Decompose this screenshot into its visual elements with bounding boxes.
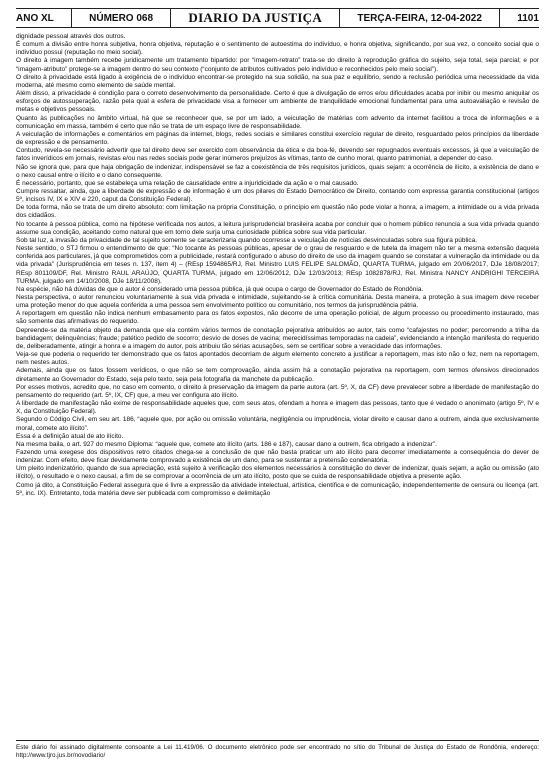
body-paragraph: De toda forma, não se trata de um direito absoluto: com limitação na própria Constituição, o princípio em questão não pode violar a honra, a imagem, a intimidade ou a vida privada dos cidadãos. [16, 204, 539, 220]
body-paragraph: No tocante à pessoa pública, como na hipótese verificada nos autos, a leitura jurisprudencial brasileira acaba por concluir que o homem público renuncia a sua vida privada quando assume sua condição, aceitando como natural que em torno dele surja uma curiosidade pública sobre sua vida particular. [16, 220, 539, 236]
header-divider [499, 9, 500, 27]
body-paragraph: Nesta perspectiva, o autor renunciou voluntariamente à sua vida privada e intimidade, sujeitando-se à crítica comunitária. Desta maneira, a proteção à sua imagem deve receber uma proteção menor do que aquela conferida a uma pessoa sem envolvimento político ou comunitário, nos termos da jurisprudência pátria. [16, 294, 539, 310]
body-paragraph: Segundo o Código Civil, em seu art. 186, “aquele que, por ação ou omissão voluntária, negligência ou imprudência, violar direito e causar dano a outrem, ainda que exclusivamente moral, comete ato ilícito”. [16, 416, 539, 432]
body-paragraph: Depreende-se da matéria objeto da demanda que ela contém vários termos de conotação pejorativa atribuídos ao autor, tais como “cafajestes no poder; percorrendo a trilha da bandidagem; delinquências; fraude; patético pedido de socorro; desvio de doses de vacina; merecidíssimas temporadas na cadeia”, evidenciando a intenção manifesta do requerido de, deliberadamente, atingir a honra e a imagem do autor, pois atribuiu tão sérias acusações, sem se certificar sobre a veracidade das informações. [16, 326, 539, 350]
issue-number: NÚMERO 068 [89, 12, 154, 24]
body-paragraph: É necessário, portanto, que se estabeleça uma relação de causalidade entre a injuridicidade da ação e o mal causado. [16, 179, 359, 187]
body-paragraph: Contudo, revela-se necessário advertir que tal direito deve ser exercido com observância da ética e da boa-fé, devendo ser repugnados eventuais excessos, já que a veiculação de fatos inverídicos em jornais, revistas e/ou nas redes sociais pode gerar inúmeros prejuízos às vítimas, tanto de cunho moral, quanto patrimonial, a depender do caso. [16, 147, 539, 163]
body-paragraph: A veiculação de informações e comentários em páginas da internet, blogs, redes sociais e similares constitui exercício regular de direito, resguardado pelos princípios da liberdade de expressão e de pensamento. [16, 130, 539, 147]
body-paragraph: Cumpre ressaltar, ainda, que a liberdade de expressão e de informação é um dos pilares do Estado Democrático de Direito, contando com expressa garantia constitucional (artigos 5º, incisos IV, IX e XIV e 220, caput da Constituição Federal). [16, 187, 539, 204]
body-paragraph: Não se ignora que, para que haja obrigação de indenizar, indispensável se faz a coexistência de três requisitos jurídicos, quais sejam: a ocorrência de ilícito, a existência de dano e o nexo causal entre o ilícito e o dano consequente. [16, 163, 539, 179]
body-paragraph: Veja-se que poderia o requerido ter demonstrado que os fatos apontados decorriam de algum elemento concreto a justificar a reportagem, mas isto não o fez, nem na reportagem, nem nestes autos. [16, 351, 539, 367]
body-paragraph: Essa é a definição atual de ato ilícito. [16, 432, 124, 440]
page-footer: Este diário foi assinado digitalmente consoante a Lei 11.419/06. O documento eletrônico pode ser encontrado no sítio do Tribunal de Justiça do Estado de Rondônia, endereço: http://www.tjro.jus.br/novodiario/ [16, 740, 539, 760]
header-divider [339, 9, 340, 27]
body-paragraph: dignidade pessoal através dos outros. [16, 33, 126, 40]
body-paragraph: Um pleito indenizatório, quando de sua apreciação, está sujeito à verificação dos elementos necessários à constituição do dever de indenizar, quais sejam, a ação ou omissão (ato ilícito), o resultado e o nexo causal, a fim de se comprovar a ocorrência de um ato ilícito, posto que se cuida de responsabilidade objetiva a presente ação. [16, 465, 539, 481]
body-paragraph: A reportagem em questão não indica nenhum embasamento para os fatos expostos, não decorre de uma operação policial, de algum processo ou procedimento instaurado, mas são somente das afirmativas do requerido. [16, 310, 539, 326]
issue-date: TERÇA-FEIRA, 12-04-2022 [357, 12, 482, 24]
body-paragraph: Neste sentido, o STJ firmou o entendimento de que: “No tocante às pessoas públicas, apesar de o grau de resguardo e de tutela da imagem não ter a mesma extensão daquela conferida aos particulares, já que comprometidos com a publicidade, restará configurado o abuso do direito de uso da imagem quando se constatar a vulneração da intimidade ou da vida privada” (Jurisprudência em teses n. 137, item 4) – (REsp 1594865/RJ, Rel. Ministro LUIS FELIPE SALOMÃO, QUARTA TURMA, julgado em 20/06/2017, DJe 18/08/2017; REsp 801109/DF, Rel. Ministro RAUL ARAÚJO, QUARTA TURMA, julgado em 12/06/2012, DJe 12/03/2013; REsp 1082878/RJ, Rel. Ministra NANCY ANDRIGHI TERCEIRA TURMA, julgado em 14/10/2008, DJe 18/11/2008). [16, 245, 539, 285]
body-paragraph: Além disso, a privacidade é condição para o correto desenvolvimento da personalidade. Certo é que a divulgação de erros e/ou dificuldades acaba por inibir ou mesmo aniquilar os esforços de autossuperação, razão pela qual a esfera de privacidade visa a fornecer um ambiente de tranquilidade emocional fundamental para uma autoavaliação e revisão de metas e objetivos pessoais. [16, 90, 539, 114]
journal-title: DIARIO DA JUSTIÇA [188, 10, 323, 25]
body-paragraph: A liberdade de manifestação não exime de responsabilidade aqueles que, com seus atos, ofendam a honra e imagem das pessoas, tanto que é vedado o anonimato (artigo 5º, IV e X, da Constituição Federal). [16, 400, 539, 416]
body-paragraph: O direito à imagem também recebe juridicamente um tratamento bipartido: por “imagem-retrato” trata-se do direito à reprodução gráfica do sujeito, seja total, seja parcial; e por “imagem-atributo” protege-se a imagem dentro do seu contexto (“conjunto de atributos cultivados pelo indivíduo e reconhecidos pelo meio social”). [16, 57, 539, 73]
body-paragraph: Sob tal luz, a invasão da privacidade de tal sujeito somente se caracterizaria quando ocorresse a veiculação de notícias desvinculadas sobre sua figura pública. [16, 236, 478, 244]
body-paragraph: O direito à privacidade está ligado à exigência de o indivíduo encontrar-se protegido na sua solidão, na sua paz e equilíbrio, sendo a reclusão periódica uma necessidade da vida moderna, até mesmo como elemento de saúde mental. [16, 73, 539, 89]
body-paragraph: Fazendo uma exegese dos dispositivos retro citados chega-se a conclusão de que não basta praticar um ato ilícito para decorrer imediatamente a consequência do dever de indenizar. Com efeito, deve ficar devidamente comprovado a existência de um dano, para se sustentar a pretensão condenatória. [16, 448, 539, 465]
header-divider [71, 9, 72, 27]
body-paragraph: Na espécie, não há dúvidas de que o autor é considerado uma pessoa pública, já que ocupa o cargo de Governador do Estado de Rondônia. [16, 285, 424, 293]
year-label: ANO XL [16, 12, 54, 24]
document-body [16, 33, 539, 739]
page-header [16, 8, 539, 28]
body-paragraph: Na mesma baila, o art. 927 do mesmo Diploma: “aquele que, comete ato ilícito (arts. 186 e 187), causar dano a outrem, fica obrigado a indenizar”. [16, 440, 437, 448]
body-paragraph: Como já dito, a Constituição Federal assegura que é livre a expressão da atividade intelectual, artística, científica e de comunicação, independentemente de censura ou licença (art. 5º, inc. IX). Entretanto, toda matéria deve ser publicada com compromisso e delimitação [16, 481, 539, 497]
body-paragraph: Ademais, ainda que os fatos fossem verídicos, o que não se tem comprovação, ainda assim há a conotação pejorativa na reportagem, com termos ofensivos direcionados diretamente ao Governador do Estado, seja pelo texto, seja pela fotografia da manchete da publicação. [16, 367, 539, 383]
page-number: 1101 [517, 12, 539, 24]
header-divider [170, 9, 171, 27]
body-paragraph: É comum a divisão entre honra subjetiva, honra objetiva, reputação e o sentimento de autoestima do indivíduo, e honra objetiva, significando, por sua vez, o conceito social que o indivíduo possui (reputação no meio social). [16, 41, 539, 57]
body-paragraph: Por esses motivos, acredito que, no caso em comento, o direito à preservação da imagem da parte autora (art. 5º, X, da CF) deve prevalecer sobre a liberdade de manifestação do pensamento do requerido (art. 5º, IX, CF) que, a meu ver configura ato ilícito. [16, 383, 539, 399]
body-paragraph: Quanto às publicações no âmbito virtual, há que se reconhecer que, se por um lado, a veiculação de matérias com advento da internet facilitou a troca de informações e a comunicação em massa, também é certo que não se trata de um espaço livre de responsabilidade. [16, 114, 539, 130]
